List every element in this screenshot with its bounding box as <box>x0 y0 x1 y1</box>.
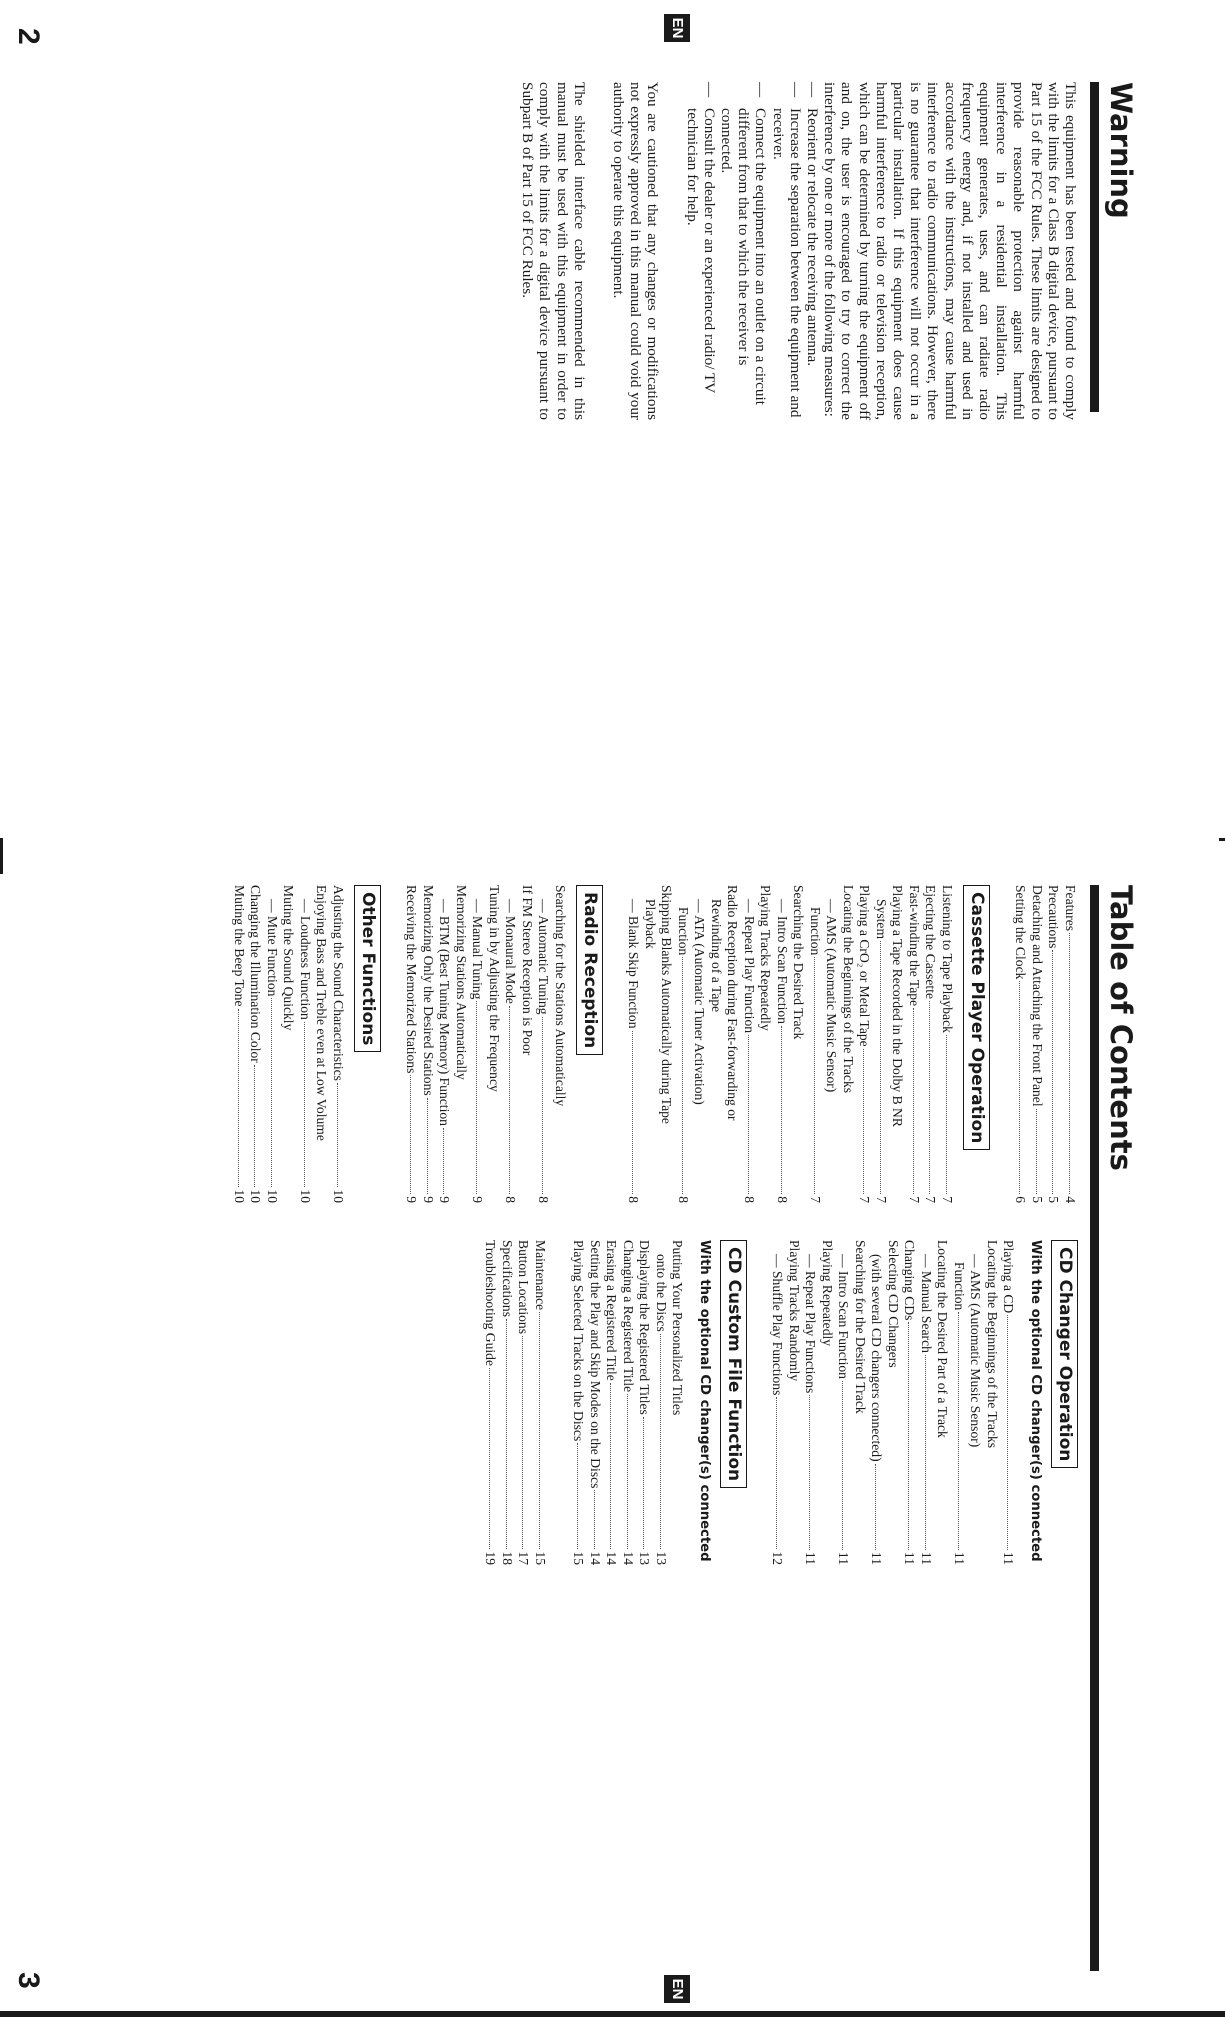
toc-page-number: 6 <box>1013 1196 1029 1203</box>
toc-entry <box>653 1240 670 1565</box>
toc-page-number: 10 <box>331 1189 346 1203</box>
toc-page-number: 11 <box>919 1551 934 1565</box>
toc-leader-dots <box>913 1008 914 1194</box>
toc-entry-text: — Monaural Mode <box>503 899 519 1004</box>
toc-entry: If FM Stereo Reception is Poor <box>520 885 535 1056</box>
toc-entry <box>835 1240 852 1565</box>
toc-entry: — AMS (Automatic Music Sensor) <box>968 1254 984 1448</box>
toc-cassette-section <box>625 885 990 1203</box>
toc-leader-dots <box>810 1395 811 1550</box>
warning-title: Warning <box>1104 82 1138 219</box>
toc-entry-text: Memorizing Only the Desired Stations <box>421 885 436 1096</box>
toc-cd-custom-section <box>570 1240 747 1565</box>
caution-paragraph: You are cautioned that any changes or modifications not expressly approved in this manual could void your authority to operate this equipment. <box>609 82 662 420</box>
toc-leader-dots <box>539 1312 540 1549</box>
toc-entry-text: Specifications <box>500 1240 515 1318</box>
toc-page-number: 8 <box>676 1196 691 1203</box>
toc-entry: Searching for the Desired Track <box>853 1240 868 1414</box>
toc-leader-dots <box>843 1381 844 1550</box>
toc-page-number: 15 <box>571 1551 587 1565</box>
toc-entry <box>625 885 642 1203</box>
toc-entry-text: Displaying the Registered Titles <box>637 1240 653 1415</box>
toc-entry: Rewinding of a Tape <box>709 899 724 1013</box>
toc-leader-dots <box>777 1397 778 1549</box>
toc-leader-dots <box>946 1035 947 1194</box>
toc-entry <box>1029 885 1046 1203</box>
toc-entry <box>330 885 347 1203</box>
toc-entry-text: Maintenance <box>533 1240 548 1311</box>
gutter-mark <box>0 838 3 874</box>
toc-page-number: 10 <box>298 1189 313 1203</box>
toc-page-number: 19 <box>483 1551 499 1565</box>
toc-entry: Putting Your Personalized Titles <box>670 1240 686 1416</box>
toc-entry: Locating the Beginnings of the Tracks <box>841 885 856 1094</box>
cassette-entries <box>625 885 955 1203</box>
toc-entry <box>807 885 824 1203</box>
toc-entry <box>603 1240 620 1565</box>
toc-entry-text: Troubleshooting Guide <box>483 1240 499 1367</box>
toc-entry-text: Function <box>808 907 823 956</box>
toc-leader-dots <box>814 957 815 1194</box>
toc-entry: Radio Reception during Fast-forwarding or <box>725 885 741 1121</box>
toc-entry-text: Features <box>1063 885 1078 932</box>
toc-page-number: 18 <box>500 1551 515 1565</box>
measure-item: — Connect the equipment into an outlet on a circuit different from that to which the receiver is connected. <box>718 82 770 420</box>
toc-entry-text: Playing a CrO₂ or Metal Tape <box>857 885 873 1047</box>
toc-page-number: 4 <box>1063 1196 1078 1203</box>
toc-leader-dots <box>444 1128 445 1194</box>
toc-leader-dots <box>477 1001 478 1194</box>
language-tab-right: EN <box>664 1975 690 2003</box>
toc-entry-text: — Manual Search <box>919 1254 934 1353</box>
toc-entry: Memorizing Stations Automatically <box>454 885 469 1080</box>
toc-leader-dots <box>682 957 683 1194</box>
toc-entry <box>620 1240 637 1565</box>
toc-entry-text: Erasing a Registered Title <box>604 1240 620 1381</box>
toc-entry <box>939 885 956 1203</box>
toc-entry-text: — Intro Scan Function <box>836 1254 852 1379</box>
toc-page-number: 7 <box>857 1196 873 1203</box>
toc-intro-section <box>1012 885 1078 1203</box>
toc-page-number: 10 <box>265 1189 280 1203</box>
toc-leader-dots <box>238 1009 239 1188</box>
toc-page-number: 11 <box>902 1551 918 1565</box>
toc-leader-dots <box>925 1355 926 1550</box>
toc-leader-dots <box>1008 1315 1009 1550</box>
other-heading: Other Functions <box>354 885 381 1052</box>
toc-entry <box>535 885 552 1203</box>
toc-entry <box>1062 885 1079 1203</box>
toc-entry-text: — BTM (Best Tuning Memory) Function <box>437 899 453 1126</box>
measure-item: — Reorient or relocate the receiving antenna. <box>804 82 821 420</box>
toc-leader-dots <box>880 941 881 1194</box>
toc-entry <box>802 1240 819 1565</box>
toc-entry-text: Precautions <box>1046 885 1062 949</box>
toc-page-number: 11 <box>952 1551 967 1565</box>
toc-entry-text: — Mute Function <box>265 899 280 997</box>
toc-entry <box>741 885 758 1203</box>
toc-leader-dots <box>594 1490 595 1549</box>
toc-entry <box>873 885 890 1203</box>
toc-page-number: 11 <box>803 1551 819 1565</box>
toc-entry <box>297 885 314 1203</box>
toc-leader-dots <box>543 1017 544 1195</box>
toc-page-number: 11 <box>1001 1551 1017 1565</box>
toc-page-number: 12 <box>770 1551 786 1565</box>
toc-entry <box>499 1240 516 1565</box>
toc-entry <box>264 885 281 1203</box>
toc-leader-dots <box>411 1075 412 1194</box>
toc-entry: Locating the Desired Part of a Track <box>935 1240 951 1438</box>
toc-leader-dots <box>1036 1109 1037 1195</box>
toc-entry-text: — Loudness Function <box>298 899 313 1020</box>
toc-entry <box>1012 885 1029 1203</box>
toc-entry-text: Function <box>676 907 691 956</box>
toc-entry-text: Function <box>952 1262 967 1311</box>
toc-page-number: 13 <box>637 1551 653 1565</box>
toc-entry <box>570 1240 587 1565</box>
toc-entry-text: Adjusting the Sound Characteristics <box>331 885 346 1081</box>
toc-entry <box>922 885 939 1203</box>
toc-page-number: 10 <box>232 1189 247 1203</box>
toc-other-section <box>231 885 382 1203</box>
toc-leader-dots <box>958 1312 959 1550</box>
toc-entry-text: — Repeat Play Functions <box>803 1254 819 1394</box>
misc-entries <box>482 1240 548 1565</box>
toc-entry <box>515 1240 532 1565</box>
toc-leader-dots <box>337 1083 338 1187</box>
toc-entry: Locating the Beginnings of the Tracks <box>985 1240 1000 1449</box>
page-number-right: 3 <box>12 1972 45 1989</box>
cd-changer-heading: CD Changer Operation <box>1051 1240 1078 1468</box>
toc-page-number: 14 <box>588 1551 603 1565</box>
cd-changer-subheading: With the optional CD changer(s) connected <box>1028 1240 1043 1562</box>
toc-entry-text: — Automatic Tuning <box>536 899 552 1015</box>
warning-paragraph: This equipment has been tested and found to comply with the limits for a Class B digital device, pursuant to Part 15 of the FCC Rules. These limits are designed to provide reasonable protection against harmful interference in a residential installation. This equipment generates, uses, and can radiate radio frequency energy and, if not installed and used in accordance with the instructions, may cause harmful interference to radio communications. However, there is no guarantee that interference will not occur in a particular installation. If this equipment does cause harmful interference to radio or television reception, which can be determined by turning the equipment off and on, the user is encouraged to try to correct the interference by one or more of the following measures: <box>821 82 1079 420</box>
toc-entry-text: Fast-winding the Tape <box>907 885 922 1007</box>
toc-entry: Playback <box>643 899 658 949</box>
toc-leader-dots <box>633 1031 634 1195</box>
toc-entry <box>469 885 486 1203</box>
toc-entry <box>247 885 264 1203</box>
toc-entry <box>675 885 692 1203</box>
toc-page-number: 5 <box>1046 1196 1062 1203</box>
toc-entry <box>774 885 791 1203</box>
toc-leader-dots <box>748 1035 749 1194</box>
toc-entry: — ATA (Automatic Tuner Activation) <box>692 899 708 1105</box>
title-rule-left <box>1090 82 1099 412</box>
toc-leader-dots <box>660 1334 661 1550</box>
toc-entry <box>420 885 437 1203</box>
toc-page-number: 11 <box>836 1551 852 1565</box>
toc-leader-dots <box>304 1022 305 1188</box>
measure-item: — Increase the separation between the equipment and receiver. <box>769 82 803 420</box>
toc-page-number: 13 <box>654 1551 669 1565</box>
toc-misc-section <box>482 1240 548 1565</box>
toc-entry <box>769 1240 786 1565</box>
toc-entry <box>436 885 453 1203</box>
toc-leader-dots <box>781 1026 782 1194</box>
toc-leader-dots <box>644 1417 645 1550</box>
toc-leader-dots <box>930 1001 931 1194</box>
toc-entry-text: Muting the Beep Tone <box>232 885 247 1007</box>
toc-entry: Playing Tracks Randomly <box>787 1240 802 1382</box>
toc-leader-dots <box>490 1368 491 1549</box>
toc-page-number: 8 <box>536 1196 552 1203</box>
toc-entry-text: Button Locations <box>516 1240 532 1335</box>
radio-entries <box>403 885 568 1203</box>
toc-page-number: 8 <box>742 1196 757 1203</box>
toc-leader-dots <box>255 1065 256 1188</box>
toc-entry <box>403 885 420 1203</box>
toc-leader-dots <box>523 1336 524 1549</box>
toc-page-number: 14 <box>621 1551 636 1565</box>
toc-leader-dots <box>427 1098 428 1195</box>
toc-page-number: 10 <box>248 1189 264 1203</box>
toc-entry <box>868 1240 885 1565</box>
radio-heading: Radio Reception <box>576 885 603 1055</box>
toc-entry: Selecting CD Changers <box>886 1240 901 1368</box>
toc-entry <box>1000 1240 1017 1565</box>
toc-page-number: 17 <box>516 1551 532 1565</box>
toc-entry-text: System <box>874 899 889 940</box>
toc-entry-text: Changing a Registered Title <box>621 1240 636 1393</box>
toc-entry-text: — Repeat Play Function <box>742 899 757 1034</box>
toc-entry: Tuning in by Adjusting the Frequency <box>487 885 502 1092</box>
cd-custom-entries <box>570 1240 686 1565</box>
toc-entry <box>1045 885 1062 1203</box>
toc-page-number: 14 <box>604 1551 620 1565</box>
toc-page-number: 8 <box>503 1196 519 1203</box>
title-rule-right <box>1090 885 1099 1971</box>
toc-leader-dots <box>864 1049 865 1194</box>
toc-page-number: 15 <box>533 1551 548 1565</box>
toc-entry <box>918 1240 935 1565</box>
page-edge <box>0 2011 1225 2017</box>
shielded-cable-paragraph: The shielded interface cable recommended in this manual must be used with this equipment in order to comply with the limits for a digital device pursuant to Subpart B of Part 15 of FCC Rules. <box>519 82 588 420</box>
toc-entry-text: Setting the Play and Skip Modes on the Discs <box>588 1240 603 1489</box>
toc-page-number: 8 <box>626 1196 642 1203</box>
language-tab-left: EN <box>664 14 690 42</box>
toc-entry <box>906 885 923 1203</box>
toc-page-number: 9 <box>437 1196 453 1203</box>
toc-entry: Playing Tracks Repeatedly <box>758 885 774 1031</box>
toc-entry-text: Changing the Illumination Color <box>248 885 264 1063</box>
toc-leader-dots <box>909 1322 910 1549</box>
toc-page-number: 9 <box>421 1196 436 1203</box>
toc-title: Table of Contents <box>1104 885 1138 1171</box>
toc-page-number: 7 <box>907 1196 922 1203</box>
toc-page-number: 5 <box>1030 1196 1045 1203</box>
toc-entry <box>532 1240 549 1565</box>
toc-entry <box>856 885 873 1203</box>
cd-custom-subheading: With the optional CD changer(s) connected <box>697 1240 712 1562</box>
toc-entry-text: Playing a CD <box>1001 1240 1017 1314</box>
toc-leader-dots <box>271 998 272 1187</box>
other-entries <box>231 885 347 1203</box>
toc-page-number: 7 <box>923 1196 939 1203</box>
toc-leader-dots <box>510 1006 511 1194</box>
toc-entry <box>901 1240 918 1565</box>
warning-body <box>497 82 1079 420</box>
toc-entry-text: Setting the Clock <box>1013 885 1029 980</box>
cd-custom-heading: CD Custom File Function <box>720 1240 747 1488</box>
toc-column-left <box>209 885 1079 1203</box>
toc-entry-text: onto the Discs <box>654 1254 669 1332</box>
cassette-heading: Cassette Player Operation <box>963 885 990 1150</box>
toc-entry-text: Playing Selected Tracks on the Discs <box>571 1240 587 1442</box>
toc-page-number: 7 <box>940 1196 955 1203</box>
toc-page-number: 7 <box>808 1196 823 1203</box>
toc-page-number: 9 <box>404 1196 420 1203</box>
toc-leader-dots <box>578 1443 579 1549</box>
toc-entry: Searching the Desired Track <box>791 885 807 1040</box>
toc-entry: Muting the Sound Quickly <box>281 885 297 1031</box>
toc-entry: Playing Repeatedly <box>820 1240 835 1347</box>
toc-radio-section <box>403 885 603 1203</box>
toc-leader-dots <box>1069 933 1070 1194</box>
toc-leader-dots <box>611 1383 612 1550</box>
toc-leader-dots <box>627 1394 628 1549</box>
toc-leader-dots <box>876 1464 877 1550</box>
toc-entry-text: — Blank Skip Function <box>626 899 642 1029</box>
toc-entry-text: Listening to Tape Playback <box>940 885 955 1033</box>
toc-entry <box>231 885 248 1203</box>
toc-entry: Searching for the Stations Automatically <box>553 885 568 1107</box>
toc-page-number: 11 <box>869 1551 885 1565</box>
toc-entry-text: — Manual Tuning <box>470 899 486 1000</box>
toc-entry-text: Detaching and Attaching the Front Panel <box>1030 885 1045 1107</box>
toc-leader-dots <box>1053 950 1054 1194</box>
gutter-mark <box>1219 838 1225 841</box>
toc-page-number: 7 <box>874 1196 889 1203</box>
toc-entry: Skipping Blanks Automatically during Tape <box>659 885 675 1124</box>
toc-page-number: 8 <box>775 1196 790 1203</box>
toc-entry <box>636 1240 653 1565</box>
toc-entry <box>587 1240 604 1565</box>
toc-cd-changer-section <box>769 1240 1078 1565</box>
toc-entry-text: Ejecting the Cassette <box>923 885 939 1000</box>
toc-entry <box>502 885 519 1203</box>
toc-entry <box>482 1240 499 1565</box>
toc-leader-dots <box>506 1319 507 1549</box>
toc-column-right <box>460 1240 1078 1565</box>
toc-entry-text: Receiving the Memorized Stations <box>404 885 420 1074</box>
toc-entry: — AMS (Automatic Music Sensor) <box>824 899 840 1093</box>
toc-entry: Enjoying Bass and Treble even at Low Volume <box>314 885 330 1141</box>
toc-entry <box>951 1240 968 1565</box>
page-number-left: 2 <box>12 28 45 45</box>
toc-page-number: 9 <box>470 1196 486 1203</box>
toc-entry-text: Changing CDs <box>902 1240 918 1321</box>
toc-entry: Playing a Tape Recorded in the Dolby B NR <box>890 885 906 1127</box>
toc-entry-text: — Intro Scan Function <box>775 899 790 1024</box>
toc-leader-dots <box>1020 981 1021 1194</box>
cd-changer-entries <box>769 1240 1017 1565</box>
toc-entry-text: — Shuffle Play Functions <box>770 1254 786 1396</box>
toc-entry-text: (with several CD changers connected) <box>869 1254 885 1462</box>
measure-item: — Consult the dealer or an experienced radio/ TV technician for help. <box>683 82 717 420</box>
